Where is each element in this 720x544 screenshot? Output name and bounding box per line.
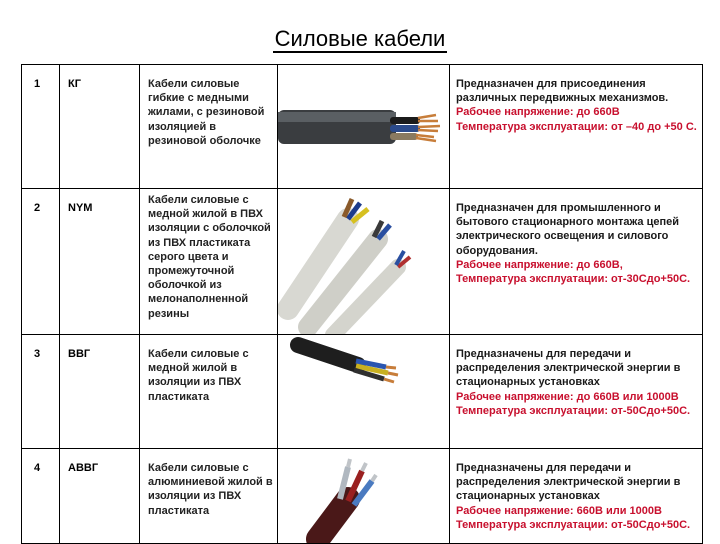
- cable-code: КГ: [60, 65, 140, 189]
- row-number: 4: [22, 449, 60, 544]
- cable-info: [450, 335, 703, 449]
- cable-avvg-photo: [278, 449, 450, 544]
- cable-info: [450, 65, 703, 189]
- cable-image: [278, 65, 450, 189]
- cable-nym-photo: [278, 189, 450, 335]
- purpose-text: Предназначены для передачи и распределения электрической энергии в стационарных установках: [456, 348, 681, 389]
- cable-code: NYM: [60, 189, 140, 335]
- table-row: [22, 189, 703, 335]
- cable-description: Кабели силовые с алюминиевой жилой в изоляции из ПВХ пластиката: [140, 449, 278, 544]
- page-title: Силовые кабели: [274, 26, 446, 51]
- cable-description: Кабели силовые гибкие с медными жилами, с резиновой изоляцией в резиновой оболочке: [140, 65, 278, 189]
- cables-table: [21, 64, 703, 544]
- cable-image: [278, 449, 450, 544]
- voltage-text: Рабочее напряжение: до 660В,: [456, 258, 623, 271]
- table-row: [22, 335, 703, 449]
- cable-description: Кабели силовые с медной жилой в ПВХ изоляции с оболочкой из ПВХ пластиката серого цвета и промежуточной оболочкой из мелонаполненной резины: [140, 189, 278, 335]
- cable-image: [278, 189, 450, 335]
- cable-image: [278, 335, 450, 449]
- cable-description: Кабели силовые с медной жилой в изоляции из ПВХ пластиката: [140, 335, 278, 449]
- temperature-text: Температура эксплуатации: от –40 до +50 С.: [456, 120, 697, 133]
- table-row: [22, 65, 703, 189]
- cable-info: [450, 449, 703, 544]
- voltage-text: Рабочее напряжение: 660В или 1000В: [456, 504, 662, 517]
- temperature-text: Температура эксплуатации: от-50Сдо+50С.: [456, 404, 691, 417]
- cable-vvg-photo: [278, 335, 450, 449]
- table-row: [22, 449, 703, 544]
- purpose-text: Предназначен для промышленного и бытового стационарного монтажа цепей электрического освещения и силового оборудования.: [456, 202, 679, 257]
- purpose-text: Предназначен для присоединения различных передвижных механизмов.: [456, 78, 669, 105]
- purpose-text: Предназначены для передачи и распределения электрической энергии в стационарных установках: [456, 462, 681, 503]
- voltage-text: Рабочее напряжение: до 660В: [456, 106, 620, 119]
- cable-code: ВВГ: [60, 335, 140, 449]
- row-number: 3: [22, 335, 60, 449]
- temperature-text: Температура эксплуатации: от-50Сдо+50С.: [456, 518, 691, 531]
- cable-info: [450, 189, 703, 335]
- row-number: 1: [22, 65, 60, 189]
- flexible-cable-kg-photo: [278, 65, 450, 189]
- cable-code: АВВГ: [60, 449, 140, 544]
- row-number: 2: [22, 189, 60, 335]
- voltage-text: Рабочее напряжение: до 660В или 1000В: [456, 390, 679, 403]
- temperature-text: Температура эксплуатации: от-30Сдо+50С.: [456, 273, 691, 286]
